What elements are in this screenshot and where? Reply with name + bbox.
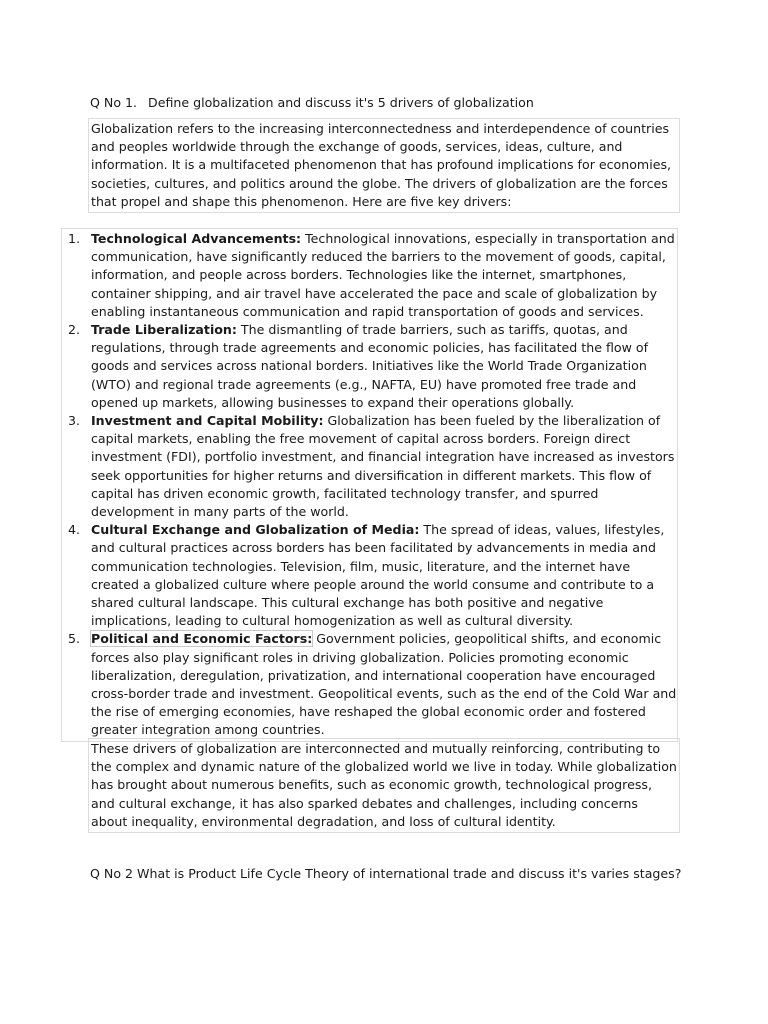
driver-title: Investment and Capital Mobility:: [91, 413, 324, 429]
conclusion-paragraph: These drivers of globalization are interconnected and mutually reinforcing, contributing to the complex and dynamic nature of the globalized world we live in today. While globalization has brought about numerous benefits, such as economic growth, technological progress, and cultural exchange, it has also sparked debates and challenges, including concerns about inequality, environmental degradation, and loss of cultural identity.: [88, 738, 680, 833]
driver-item-trade: [62, 321, 677, 412]
question-1-heading: [90, 94, 534, 112]
driver-title: Political and Economic Factors:: [91, 631, 313, 647]
driver-description: Globalization has been fueled by the liberalization of capital markets, enabling the free movement of capital across borders. Foreign direct investment (FDI), portfolio investment, and financial integration have increased as investors seek opportunities for higher returns and diversification in different markets. This flow of capital has driven economic growth, facilitated technology transfer, and spurred development in many parts of the world.: [91, 413, 675, 520]
driver-item-cultural: [62, 521, 677, 630]
driver-number: 3.: [68, 413, 81, 429]
driver-item-technological: [62, 230, 677, 321]
driver-title: Technological Advancements:: [91, 231, 302, 246]
question-1-number: Q No 1.: [90, 95, 138, 110]
driver-description: The dismantling of trade barriers, such as tariffs, quotas, and regulations, through trade agreements and economic policies, has facilitated the flow of goods and services across national borders. Initiatives like the World Trade Organization (WTO) and regional trade agreements (e.g., NAFTA, EU) have promoted free trade and opened up markets, allowing businesses to expand their operations globally.: [91, 322, 649, 410]
intro-paragraph: Globalization refers to the increasing interconnectedness and interdependence of countries and peoples worldwide through the exchange of goods, services, ideas, culture, and information. It is a multifaceted phenomenon that has profound implications for economies, societies, cultures, and politics around the globe. The drivers of globalization are the forces that propel and shape this phenomenon. Here are five key drivers:: [88, 118, 680, 213]
question-1-text: Define globalization and discuss it's 5 drivers of globalization: [148, 95, 534, 110]
driver-description: Technological innovations, especially in transportation and communication, have significantly reduced the barriers to the movement of goods, capital, information, and people across borders. Technologies like the internet, smartphones, container shipping, and air travel have accelerated the pace and scale of globalization by enabling instantaneous communication and rapid transportation of goods and services.: [91, 231, 675, 319]
driver-item-political: [62, 630, 677, 739]
driver-description: The spread of ideas, values, lifestyles, and cultural practices across borders has been facilitated by advancements in media and communication technologies. Television, film, music, literature, and the internet have created a globalized culture where people around the world consume and contribute to a shared cultural landscape. This cultural exchange has both positive and negative implications, leading to cultural homogenization as well as cultural diversity.: [91, 522, 665, 629]
driver-number: 4.: [68, 522, 81, 538]
driver-number: 2.: [68, 322, 81, 338]
driver-description: Government policies, geopolitical shifts, and economic forces also play significant roles in driving globalization. Policies promoting economic liberalization, deregulation, privatization, and international cooperation have encouraged cross-border trade and investment. Geopolitical events, such as the end of the Cold War and the rise of emerging economies, have reshaped the global economic order and fostered greater integration among countries.: [91, 631, 677, 738]
driver-number: 1.: [68, 231, 81, 246]
driver-title: Trade Liberalization:: [91, 322, 237, 338]
drivers-list: [61, 228, 678, 742]
driver-item-investment: [62, 412, 677, 521]
driver-title: Cultural Exchange and Globalization of Media:: [91, 522, 420, 538]
question-2-heading: Q No 2 What is Product Life Cycle Theory of international trade and discuss it's varies stages?: [90, 866, 682, 881]
driver-number: 5.: [68, 631, 81, 647]
